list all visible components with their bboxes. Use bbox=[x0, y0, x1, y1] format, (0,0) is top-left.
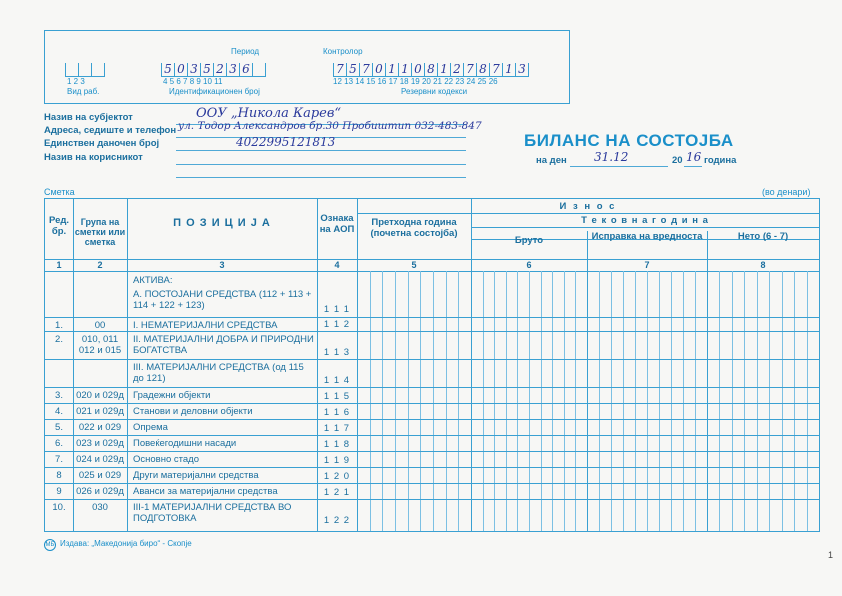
column-number-4: 4 bbox=[334, 260, 340, 270]
row-aop: 1 1 8 bbox=[323, 439, 351, 450]
row-number: 7. bbox=[55, 454, 63, 465]
table-row bbox=[45, 403, 819, 420]
publisher-note bbox=[44, 539, 192, 551]
reserved-digit-cell: 1 bbox=[502, 63, 515, 77]
id-digit-cell: 5 bbox=[200, 63, 213, 77]
table-row bbox=[45, 483, 819, 500]
row-aop: 1 1 1 bbox=[323, 304, 351, 315]
account-label: Сметка bbox=[44, 187, 75, 197]
table-row bbox=[45, 331, 819, 360]
year-prefix: 20 bbox=[672, 155, 683, 166]
vid-rab-numbers: 1 2 3 bbox=[67, 77, 85, 86]
col-aop-header: Ознака на АОП bbox=[319, 213, 355, 235]
row-aop: 1 1 4 bbox=[323, 375, 351, 386]
tax-number-label: Единствен даночен број bbox=[44, 138, 160, 149]
row-group: 026 и 029д bbox=[76, 486, 124, 497]
col-current-header: Т е к о в н а г о д и н а bbox=[581, 215, 709, 226]
column-number-3: 3 bbox=[219, 260, 225, 270]
col-position-header: П О З И Ц И Ј А bbox=[173, 217, 271, 229]
column-number-7: 7 bbox=[644, 260, 650, 270]
row-group: 020 и 029д bbox=[76, 390, 124, 401]
reserved-digit-cell: 7 bbox=[359, 63, 372, 77]
table-row bbox=[45, 499, 819, 528]
row-number: 10. bbox=[52, 502, 66, 513]
reserved-digit-cell: 1 bbox=[437, 63, 450, 77]
table-row bbox=[45, 451, 819, 468]
column-number-6: 6 bbox=[526, 260, 532, 270]
row-group: 022 и 029 bbox=[78, 422, 122, 433]
table-row bbox=[45, 419, 819, 436]
row-group: 021 и 029д bbox=[76, 406, 124, 417]
reserved-label: Резервни кодекси bbox=[401, 87, 468, 96]
table-row bbox=[45, 359, 819, 388]
row-aop: 1 2 1 bbox=[323, 487, 351, 498]
reserved-digit-cell: 8 bbox=[476, 63, 489, 77]
id-digit-cell: 6 bbox=[239, 63, 252, 77]
balance-table bbox=[44, 198, 820, 532]
row-position: III-1 МАТЕРИЈАЛНИ СРЕДСТВА ВО ПОДГОТОВКА bbox=[133, 502, 292, 524]
publisher-logo-icon: МБ bbox=[44, 539, 56, 551]
document-title: БИЛАНС НА СОСТОЈБА bbox=[524, 131, 734, 150]
id-digit-cell: 0 bbox=[174, 63, 187, 77]
id-digit-cell: 5 bbox=[161, 63, 174, 77]
id-digit-cell: 3 bbox=[226, 63, 239, 77]
row-position: А. ПОСТОЈАНИ СРЕДСТВА (112 + 113 + 114 + 122 + 123) bbox=[133, 289, 312, 311]
row-position: Други материјални средства bbox=[133, 470, 259, 481]
table-row bbox=[45, 435, 819, 452]
row-aop: 1 1 5 bbox=[323, 391, 351, 402]
row-aop: 1 2 2 bbox=[323, 515, 351, 526]
row-number: 8 bbox=[56, 470, 62, 481]
reserved-digit-cell: 1 bbox=[385, 63, 398, 77]
col-bruto-header: Бруто bbox=[514, 235, 544, 246]
row-number: 1. bbox=[55, 320, 63, 331]
currency-note: (во денари) bbox=[762, 187, 811, 197]
vid-rab-cells bbox=[65, 63, 105, 77]
row-group: 00 bbox=[94, 320, 106, 331]
reserved-digit-cell: 7 bbox=[463, 63, 476, 77]
table-row bbox=[45, 287, 819, 317]
reserved-digit-cell: 5 bbox=[346, 63, 359, 77]
id-digit-cell bbox=[252, 63, 266, 77]
subject-name-value: ООУ „Никола Карев“ bbox=[196, 106, 342, 121]
code-box bbox=[44, 30, 570, 104]
row-position: Градежни објекти bbox=[133, 390, 211, 401]
row-number: 2. bbox=[55, 334, 63, 345]
row-number: 9 bbox=[56, 486, 62, 497]
row-aop: 1 1 7 bbox=[323, 423, 351, 434]
row-group: 010, 011 012 и 015 bbox=[78, 334, 122, 356]
row-position: II. МАТЕРИЈАЛНИ ДОБРА И ПРИРОДНИ БОГАТСТВА bbox=[133, 334, 314, 356]
col-prev-header: Претходна година (почетна состојба) bbox=[370, 217, 458, 239]
row-aop: 1 1 9 bbox=[323, 455, 351, 466]
reserved-digit-cell: 7 bbox=[489, 63, 502, 77]
table-row bbox=[45, 467, 819, 484]
column-number-2: 2 bbox=[97, 260, 103, 270]
table-row bbox=[45, 317, 819, 332]
row-number: 3. bbox=[55, 390, 63, 401]
publisher-text: Издава: „Македонија биро“ - Скопје bbox=[60, 539, 192, 548]
table-row bbox=[45, 273, 819, 287]
address-label: Адреса, седиште и телефон bbox=[44, 125, 177, 136]
row-position: Основно стадо bbox=[133, 454, 199, 465]
row-position: Опрема bbox=[133, 422, 168, 433]
id-cells bbox=[161, 63, 266, 77]
row-position: Аванси за материјални средства bbox=[133, 486, 278, 497]
col-neto-header: Нето (6 - 7) bbox=[737, 231, 789, 242]
row-number: 6. bbox=[55, 438, 63, 449]
reserved-numbers: 12 13 14 15 16 17 18 19 20 21 22 23 24 25 26 bbox=[333, 77, 498, 86]
period-label: Период bbox=[231, 47, 260, 56]
row-group: 023 и 029д bbox=[76, 438, 124, 449]
reserved-digit-cell: 3 bbox=[515, 63, 529, 77]
reserved-digit-cell: 0 bbox=[372, 63, 385, 77]
year-word: година bbox=[704, 155, 737, 166]
year-suffix: 16 bbox=[686, 150, 702, 164]
row-position: АКТИВА: bbox=[133, 275, 173, 286]
reserved-digit-cell: 0 bbox=[411, 63, 424, 77]
row-group: 025 и 029 bbox=[78, 470, 122, 481]
row-position: I. НЕМАТЕРИЈАЛНИ СРЕДСТВА bbox=[133, 320, 278, 331]
id-digit-cell: 2 bbox=[213, 63, 226, 77]
reserved-cells bbox=[333, 63, 529, 77]
on-day-label: на ден bbox=[536, 155, 567, 166]
row-position: Повеќегодишни насади bbox=[133, 438, 237, 449]
row-aop: 1 1 3 bbox=[323, 347, 351, 358]
row-group: 030 bbox=[92, 502, 108, 513]
user-name-label: Назив на корисникот bbox=[44, 152, 143, 163]
report-date: 31.12 bbox=[594, 150, 629, 164]
id-numbers: 4 5 6 7 8 9 10 11 bbox=[163, 77, 223, 86]
reserved-digit-cell: 8 bbox=[424, 63, 437, 77]
id-digit-cell: 3 bbox=[187, 63, 200, 77]
col-amount-header: И з н о с bbox=[559, 201, 617, 212]
table-row bbox=[45, 387, 819, 404]
row-position: III. МАТЕРИЈАЛНИ СРЕДСТВА (од 115 до 121) bbox=[133, 362, 304, 384]
column-number-5: 5 bbox=[411, 260, 417, 270]
id-label: Идентификационен број bbox=[169, 87, 260, 96]
vid-rab-label: Вид раб. bbox=[67, 87, 100, 96]
reserved-digit-cell: 2 bbox=[450, 63, 463, 77]
subject-name-label: Назив на субјектот bbox=[44, 112, 133, 123]
col-group-header: Група на сметки или сметка bbox=[74, 217, 126, 247]
col-red-header: Ред. бр. bbox=[48, 215, 70, 237]
page-number: 1 bbox=[828, 550, 834, 560]
address-value: ул. Тодор Александров бр.30 Пробиштип 032-483-847 bbox=[178, 120, 482, 132]
column-number-1: 1 bbox=[56, 260, 62, 270]
tax-number-value: 4022995121813 bbox=[236, 135, 336, 149]
row-position: Станови и деловни објекти bbox=[133, 406, 253, 417]
control-label: Контролор bbox=[323, 47, 363, 56]
row-aop: 1 1 2 bbox=[323, 319, 351, 330]
reserved-digit-cell: 7 bbox=[333, 63, 346, 77]
reserved-digit-cell: 1 bbox=[398, 63, 411, 77]
row-group: 024 и 029д bbox=[76, 454, 124, 465]
row-aop: 1 2 0 bbox=[323, 471, 351, 482]
row-number: 5. bbox=[55, 422, 63, 433]
column-number-8: 8 bbox=[760, 260, 766, 270]
row-aop: 1 1 6 bbox=[323, 407, 351, 418]
col-ispravka-header: Исправка на вредноста bbox=[591, 231, 703, 242]
row-number: 4. bbox=[55, 406, 63, 417]
